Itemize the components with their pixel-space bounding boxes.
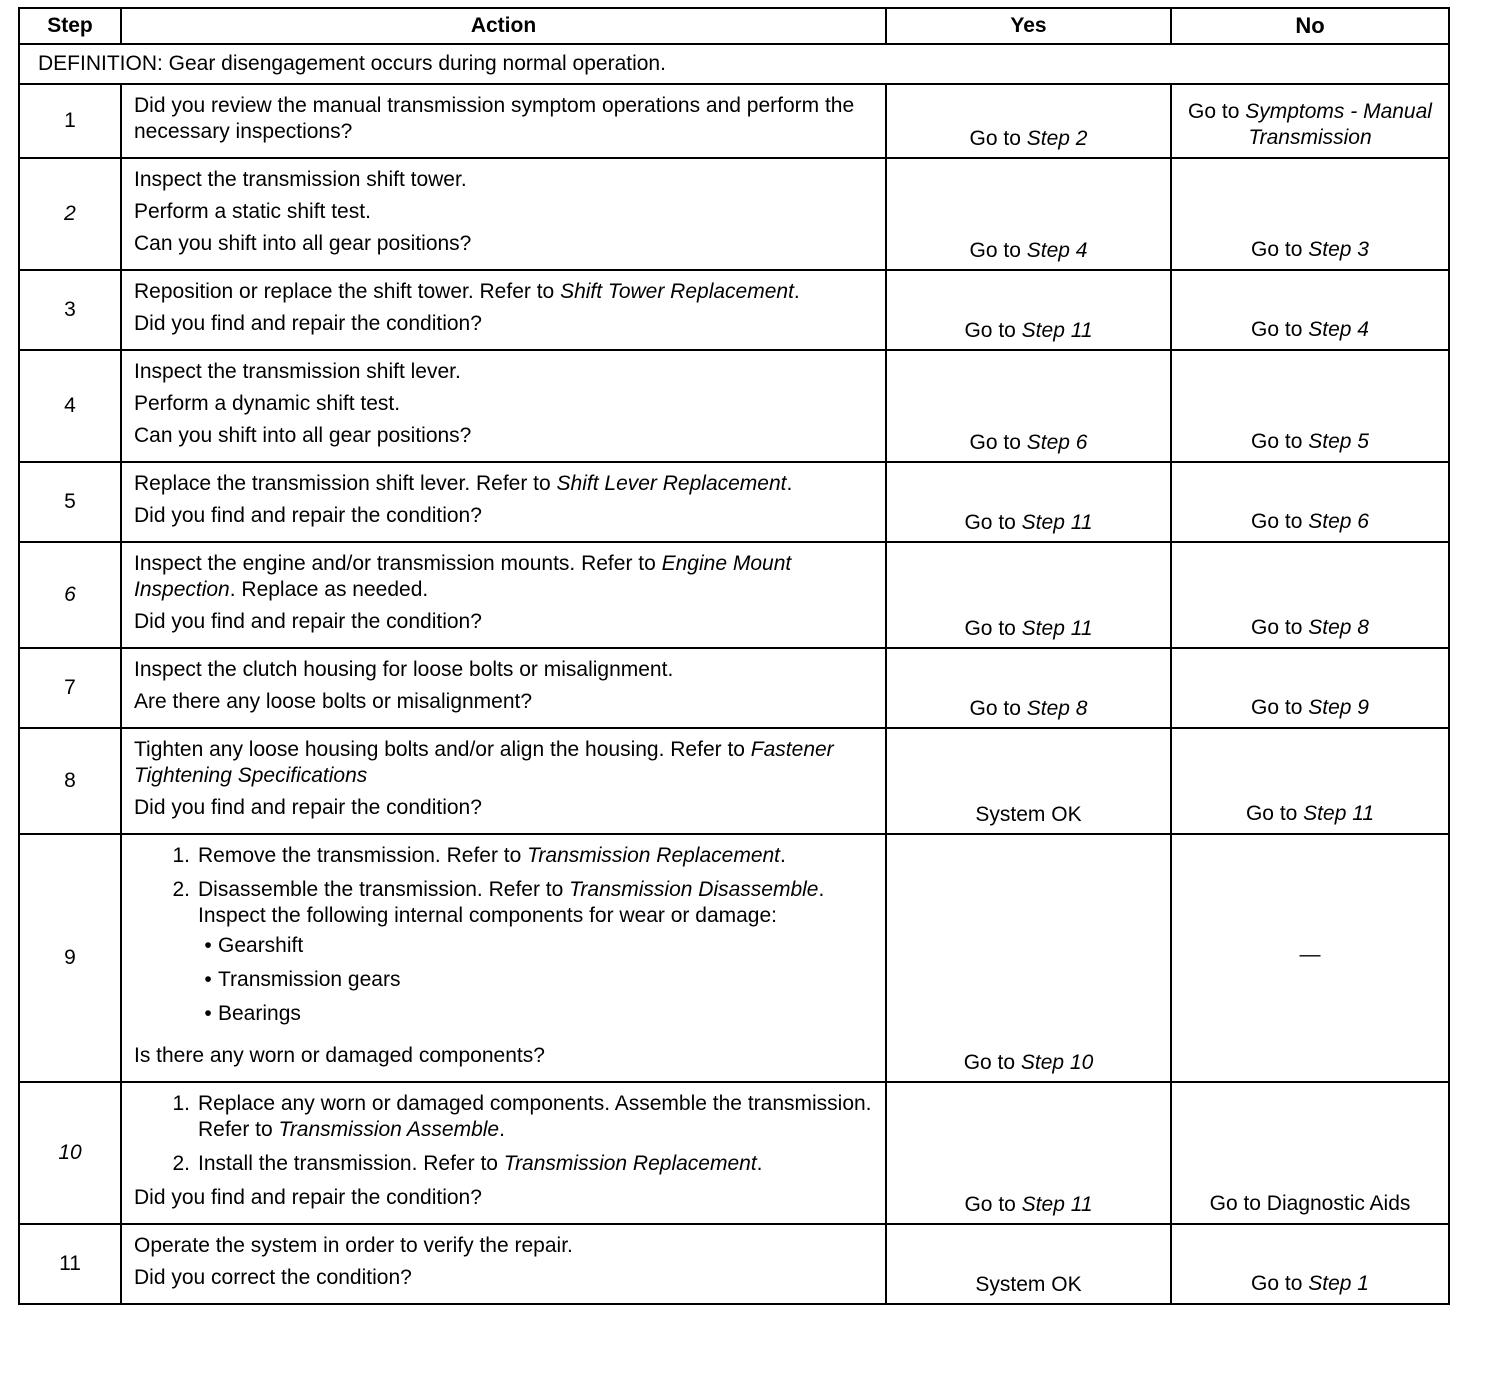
- text-run: Reposition or replace the shift tower. Refer to: [134, 280, 561, 303]
- table-row-step-5: [19, 462, 1449, 542]
- text-run: Go to: [969, 127, 1027, 150]
- reference-link-text: Step 11: [1021, 511, 1093, 534]
- reference-link-text: Step 11: [1303, 802, 1375, 825]
- text-run: Can you shift into all gear positions?: [134, 424, 472, 447]
- action-cell: [121, 350, 886, 462]
- reference-link-text: Transmission Replacement: [527, 844, 781, 867]
- action-paragraph: [134, 199, 875, 225]
- text-run: . Replace as needed.: [229, 578, 429, 601]
- header-no: No: [1171, 8, 1449, 44]
- text-run: System OK: [975, 803, 1082, 826]
- action-paragraph: [134, 657, 875, 683]
- action-cell: [121, 648, 886, 728]
- text-run: Did you find and repair the condition?: [134, 504, 482, 527]
- action-paragraph: [134, 1185, 875, 1211]
- bullet-text: Bearings: [218, 1002, 301, 1025]
- action-paragraph: [134, 471, 875, 497]
- reference-link-text: Step 6: [1308, 510, 1369, 533]
- step-number: 9: [19, 834, 121, 1082]
- no-result: [1171, 270, 1449, 350]
- numbered-instruction: [134, 877, 875, 1035]
- no-result: [1171, 1082, 1449, 1224]
- no-result: [1171, 728, 1449, 834]
- no-result: [1171, 350, 1449, 462]
- text-run: Are there any loose bolts or misalignment?: [134, 690, 533, 713]
- no-result: [1171, 462, 1449, 542]
- no-result: [1171, 1224, 1449, 1304]
- reference-link-text: Step 8: [1026, 697, 1088, 720]
- text-run: Go to: [1188, 100, 1246, 123]
- text-run: Did you find and repair the condition?: [134, 796, 482, 819]
- no-result: [1171, 834, 1449, 1082]
- text-run: Go to: [1251, 616, 1309, 639]
- action-paragraph: [134, 1265, 875, 1291]
- instruction-number: 1.: [172, 1092, 190, 1115]
- text-run: Replace any worn or damaged components. Assemble the transmission. Refer to: [198, 1092, 872, 1141]
- yes-result: [886, 1082, 1171, 1224]
- instruction-number: 2.: [172, 878, 190, 901]
- text-run: Tighten any loose housing bolts and/or align the housing. Refer to: [134, 738, 751, 761]
- text-run: Inspect the transmission shift lever.: [134, 360, 461, 383]
- action-cell: [121, 270, 886, 350]
- reference-link-text: Shift Tower Replacement: [560, 280, 794, 303]
- text-run: .: [780, 844, 786, 867]
- reference-link-text: Step 4: [1308, 318, 1369, 341]
- bullet-icon: •: [204, 1002, 212, 1025]
- no-result: [1171, 542, 1449, 648]
- reference-link-text: Step 10: [1020, 1051, 1094, 1074]
- no-result: [1171, 158, 1449, 270]
- action-paragraph: [134, 167, 875, 193]
- text-run: .: [793, 280, 800, 303]
- instruction-text: [198, 1151, 875, 1177]
- action-paragraph: [134, 503, 875, 529]
- instruction-text: [198, 1091, 875, 1143]
- text-run: Go to: [969, 239, 1027, 262]
- step-number: 7: [19, 648, 121, 728]
- text-run: Perform a dynamic shift test.: [134, 392, 401, 415]
- reference-link-text: Engine Mount Inspection: [134, 552, 792, 601]
- text-run: Go to: [964, 1193, 1022, 1216]
- step-number: 4: [19, 350, 121, 462]
- text-run: Go to: [963, 1051, 1021, 1074]
- reference-link-text: Step 6: [1026, 431, 1088, 454]
- text-run: Go to: [964, 617, 1022, 640]
- step-number: 10: [19, 1082, 121, 1224]
- text-run: Go to: [964, 319, 1022, 342]
- action-paragraph: [134, 279, 875, 305]
- text-run: Inspect the transmission shift tower.: [134, 168, 467, 191]
- numbered-instructions: [134, 1091, 875, 1177]
- action-paragraph: [134, 795, 875, 821]
- step-number: 3: [19, 270, 121, 350]
- text-run: Go to: [1251, 430, 1309, 453]
- text-run: Go to: [1251, 318, 1309, 341]
- numbered-instruction: [134, 843, 875, 869]
- action-cell: [121, 462, 886, 542]
- action-cell: [121, 1082, 886, 1224]
- reference-link-text: Step 1: [1308, 1272, 1369, 1295]
- instruction-number: 2.: [172, 1152, 190, 1175]
- text-run: .: [499, 1118, 505, 1141]
- step-number: 6: [19, 542, 121, 648]
- action-paragraph: [134, 1043, 875, 1069]
- reference-link-text: Step 11: [1021, 319, 1093, 342]
- action-paragraph: [134, 311, 875, 337]
- step-number: 11: [19, 1224, 121, 1304]
- text-run: Go to: [1245, 802, 1304, 825]
- no-result: [1171, 648, 1449, 728]
- text-run: Operate the system in order to verify the repair.: [134, 1234, 573, 1257]
- yes-result: [886, 648, 1171, 728]
- table-row-step-6: [19, 542, 1449, 648]
- definition-text: DEFINITION: Gear disengagement occurs during normal operation.: [19, 44, 1449, 84]
- table-row-step-2: [19, 158, 1449, 270]
- table-row-step-4: [19, 350, 1449, 462]
- action-paragraph: [134, 737, 875, 789]
- action-paragraph: [134, 359, 875, 385]
- text-run: Inspect the engine and/or transmission mounts. Refer to: [134, 552, 662, 575]
- table-row-step-10: [19, 1082, 1449, 1224]
- table-row-step-7: [19, 648, 1449, 728]
- yes-result: [886, 728, 1171, 834]
- text-run: Go to: [1251, 1272, 1309, 1295]
- table-header-row: [19, 8, 1449, 44]
- text-run: Inspect the clutch housing for loose bolts or misalignment.: [134, 658, 674, 681]
- action-cell: [121, 84, 886, 158]
- table-row-step-8: [19, 728, 1449, 834]
- yes-result: [886, 350, 1171, 462]
- action-paragraph: [134, 1233, 875, 1259]
- text-run: Go to: [1251, 696, 1309, 719]
- no-result: [1171, 84, 1449, 158]
- reference-link-text: Step 11: [1021, 1193, 1093, 1216]
- text-run: Go to: [1251, 238, 1309, 261]
- action-paragraph: [134, 391, 875, 417]
- table-row-step-1: [19, 84, 1449, 158]
- reference-link-text: Shift Lever Replacement: [556, 472, 787, 495]
- text-run: Go to: [969, 697, 1027, 720]
- action-paragraph: [134, 689, 875, 715]
- diagnostic-table: [18, 7, 1450, 1305]
- instruction-number: 1.: [172, 844, 190, 867]
- reference-link-text: Step 3: [1308, 238, 1369, 261]
- instruction-text: [198, 877, 875, 1035]
- text-run: Remove the transmission. Refer to: [198, 844, 528, 867]
- text-run: System OK: [975, 1273, 1082, 1296]
- text-run: Did you review the manual transmission symptom operations and perform the necessary inspections?: [134, 94, 855, 143]
- action-cell: [121, 728, 886, 834]
- action-paragraph: [134, 423, 875, 449]
- action-paragraph: [134, 93, 875, 145]
- table-row-step-9: [19, 834, 1449, 1082]
- numbered-instructions: [134, 843, 875, 1035]
- text-run: Can you shift into all gear positions?: [134, 232, 472, 255]
- text-run: Did you find and repair the condition?: [134, 312, 482, 335]
- step-number: 2: [19, 158, 121, 270]
- numbered-instruction: [134, 1151, 875, 1177]
- action-paragraph: [134, 231, 875, 257]
- definition-row: [19, 44, 1449, 84]
- text-run: .: [756, 1152, 763, 1175]
- bullet-item: [198, 1001, 875, 1027]
- text-run: Go to: [1251, 510, 1309, 533]
- action-cell: [121, 158, 886, 270]
- step-number: 1: [19, 84, 121, 158]
- component-bullet-list: [198, 933, 875, 1027]
- numbered-instruction: [134, 1091, 875, 1143]
- step-number: 8: [19, 728, 121, 834]
- reference-link-text: Step 4: [1026, 239, 1088, 262]
- diagnostic-table-document: [18, 7, 1450, 1305]
- header-yes: Yes: [886, 8, 1171, 44]
- header-step: Step: [19, 8, 121, 44]
- table-row-step-11: [19, 1224, 1449, 1304]
- table-row-step-3: [19, 270, 1449, 350]
- reference-link-text: Fastener Tightening Specifications: [134, 738, 834, 787]
- text-run: Go to: [964, 511, 1022, 534]
- action-paragraph: [134, 551, 875, 603]
- bullet-icon: •: [204, 934, 212, 957]
- text-run: Disassemble the transmission. Refer to: [198, 878, 570, 901]
- action-cell: [121, 834, 886, 1082]
- header-action: Action: [121, 8, 886, 44]
- instruction-text: [198, 843, 875, 869]
- reference-link-text: Step 2: [1026, 127, 1088, 150]
- reference-link-text: Symptoms - Manual Transmission: [1245, 100, 1432, 149]
- text-run: Did you find and repair the condition?: [134, 610, 482, 633]
- text-run: Perform a static shift test.: [134, 200, 371, 223]
- text-run: Is there any worn or damaged components?: [134, 1044, 545, 1067]
- text-run: Install the transmission. Refer to: [198, 1152, 504, 1175]
- reference-link-text: Step 5: [1308, 430, 1369, 453]
- text-run: Go to Diagnostic Aids: [1209, 1192, 1411, 1215]
- yes-result: [886, 1224, 1171, 1304]
- reference-link-text: Transmission Assemble: [278, 1118, 500, 1141]
- bullet-text: Gearshift: [218, 934, 304, 957]
- text-run: Replace the transmission shift lever. Refer to: [134, 472, 557, 495]
- reference-link-text: Step 9: [1308, 696, 1369, 719]
- text-run: . Inspect the following internal components for wear or damage:: [198, 878, 825, 927]
- action-paragraph: [134, 609, 875, 635]
- yes-result: [886, 462, 1171, 542]
- reference-link-text: Step 11: [1021, 617, 1093, 640]
- yes-result: [886, 270, 1171, 350]
- text-run: .: [786, 472, 793, 495]
- bullet-item: [198, 933, 875, 959]
- yes-result: [886, 542, 1171, 648]
- reference-link-text: Transmission Replacement: [503, 1152, 757, 1175]
- yes-result: [886, 158, 1171, 270]
- step-number: 5: [19, 462, 121, 542]
- bullet-item: [198, 967, 875, 993]
- action-cell: [121, 542, 886, 648]
- reference-link-text: Transmission Disassemble: [569, 878, 819, 901]
- text-run: —: [1299, 943, 1321, 966]
- text-run: Did you find and repair the condition?: [134, 1186, 482, 1209]
- bullet-text: Transmission gears: [218, 968, 401, 991]
- text-run: Did you correct the condition?: [134, 1266, 412, 1289]
- bullet-icon: •: [204, 968, 212, 991]
- text-run: Go to: [969, 431, 1027, 454]
- yes-result: [886, 84, 1171, 158]
- reference-link-text: Step 8: [1308, 616, 1369, 639]
- yes-result: [886, 834, 1171, 1082]
- action-cell: [121, 1224, 886, 1304]
